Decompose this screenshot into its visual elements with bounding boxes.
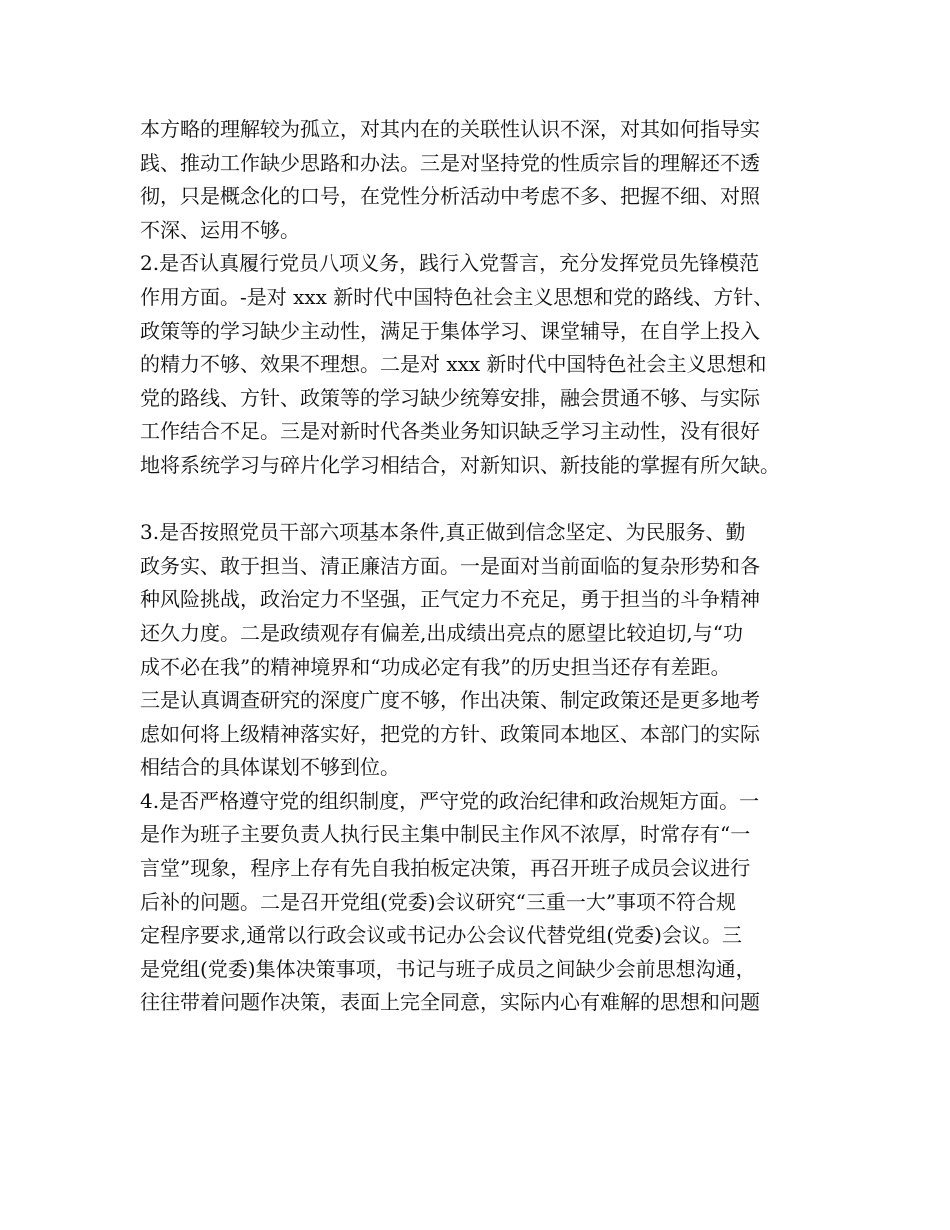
text-line: 3.是否按照党员干部六项基本条件,真正做到信念坚定、为民服务、勤 — [140, 520, 746, 545]
text-line: 虑如何将上级精神落实好，把党的方针、政策同本地区、本部门的实际 — [140, 721, 760, 746]
text-line: 2.是否认真履行党员八项义务，践行入党誓言，充分发挥党员先锋模范 — [140, 251, 760, 276]
text-line: 党的路线、方针、政策等的学习缺少统筹安排，融会贯通不够、与实际 — [140, 385, 760, 410]
text-line: 政策等的学习缺少主动性，满足于集体学习、课堂辅导，在自学上投入 — [140, 318, 760, 343]
paragraph-gap — [140, 483, 830, 517]
document-body — [140, 113, 830, 1020]
text-line: 相结合的具体谋划不够到位。 — [140, 755, 400, 780]
text-line: 定程序要求,通常以行政会议或书记办公会议代替党组(党委)会议。三 — [140, 923, 742, 948]
text-line: 种风险挑战，政治定力不坚强，正气定力不充足，勇于担当的斗争精神 — [140, 587, 760, 612]
text-line: 往往带着问题作决策，表面上完全同意，实际内心有难解的思想和问题 — [140, 990, 760, 1015]
text-line: 政务实、敢于担当、清正廉洁方面。一是面对当前面临的复杂形势和各 — [140, 553, 760, 578]
text-line: 不深、运用不够。 — [140, 217, 300, 242]
text-line: 成不必在我”的精神境界和“功成必定有我”的历史担当还存有差距。 — [140, 654, 731, 679]
text-line: 还久力度。二是政绩观存有偏差,出成绩出亮点的愿望比较迫切,与“功 — [140, 620, 743, 645]
text-line: 工作结合不足。三是对新时代各类业务知识缺乏学习主动性，没有很好 — [140, 419, 760, 444]
text-line: 作用方面。-是对 xxx 新时代中国特色社会主义思想和党的路线、方针、 — [140, 284, 774, 309]
text-line: 三是认真调查研究的深度广度不够，作出决策、制定政策还是更多地考 — [140, 688, 760, 713]
text-line: 本方略的理解较为孤立，对其内在的关联性认识不深，对其如何指导实 — [140, 117, 760, 141]
text-line: 彻，只是概念化的口号，在党性分析活动中考虑不多、把握不细、对照 — [140, 184, 760, 209]
text-line: 践、推动工作缺少思路和办法。三是对坚持党的性质宗旨的理解还不透 — [140, 150, 760, 175]
text-line: 是作为班子主要负责人执行民主集中制民主作风不浓厚，时常存有“一 — [140, 822, 751, 847]
text-line: 言堂”现象，程序上存有先自我拍板定决策，再召开班子成员会议进行 — [140, 856, 751, 881]
text-line: 后补的问题。二是召开党组(党委)会议研究“三重一大”事项不符合规 — [140, 889, 737, 914]
text-line: 是党组(党委)集体决策事项，书记与班子成员之间缺少会前思想沟通， — [140, 956, 756, 981]
text-line: 的精力不够、效果不理想。二是对 xxx 新时代中国特色社会主义思想和 — [140, 352, 767, 377]
text-line: 4.是否严格遵守党的组织制度，严守党的政治纪律和政治规矩方面。一 — [140, 788, 760, 813]
text-line: 地将系统学习与碎片化学习相结合，对新知识、新技能的掌握有所欠缺。 — [140, 452, 780, 477]
